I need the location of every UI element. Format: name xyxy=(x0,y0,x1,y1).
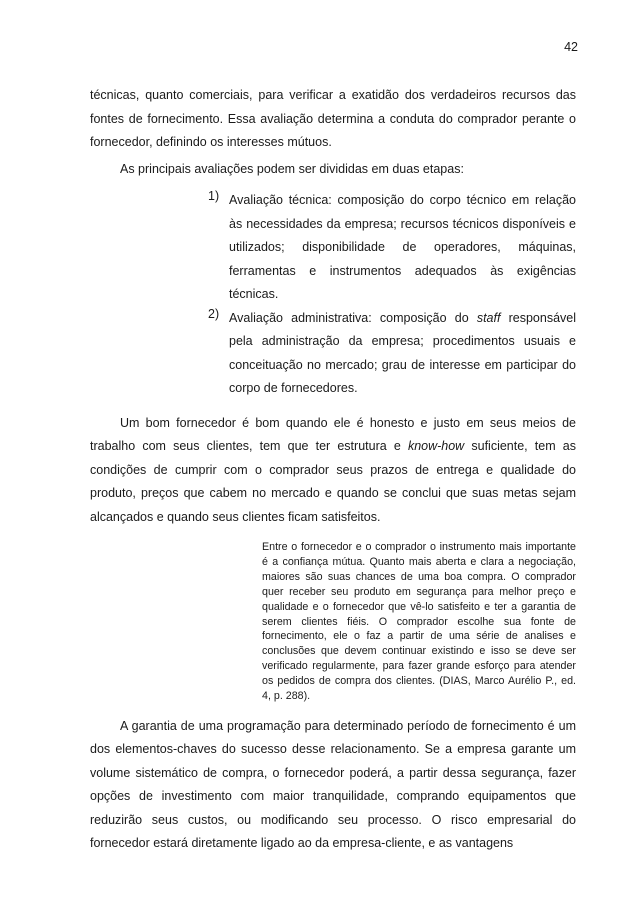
evaluations-list xyxy=(90,189,576,401)
list-item-text-start: Avaliação administrativa: composição do xyxy=(229,310,477,325)
emphasis-staff: staff xyxy=(476,310,501,325)
quote-text: Entre o fornecedor e o comprador o instrumento mais importante é a confiança mútua. Quanto mais aberta e clara a negociação, maiores são suas chances de uma boa compra. O comprador quer receber seu produto em segurança para melhor preço e qualidade e o fornecedor que vê-lo satisfeito e ter a garantia de serem clientes fiéis. O comprador escolhe sua fonte de fornecimento, ele o faz a partir de uma série de analises e conclusões que devem continuar existindo e isso se deve ser verificado regularmente, para fazer grande esforço para atender os pedidos de compra dos clientes. (DIAS, Marco Aurélio P., ed. 4, p. 288). xyxy=(262,541,576,703)
list-item xyxy=(208,307,576,401)
emphasis-know-how: know-how xyxy=(407,439,465,453)
list-item-number: 2) xyxy=(208,306,220,321)
paragraph-text-end: suficiente, tem as condições de cumprir com o comprador seus prazos de entrega e qualidade do produto, preços que cabem no mercado e quando se conclui que suas metas sejam alcançados e quando seus clientes ficam satisfeitos. xyxy=(90,439,576,524)
paragraph-evaluations-intro: As principais avaliações podem ser divididas em duas etapas: xyxy=(120,161,464,176)
paragraph-good-supplier xyxy=(90,412,576,530)
list-item-text-end: responsável pela administração da empresa; procedimentos usuais e conceituação no mercado; grau de interesse em participar do corpo de fornecedores. xyxy=(229,310,576,395)
block-quote xyxy=(262,540,576,704)
list-item-number: 1) xyxy=(208,189,220,203)
paragraph-continuation: técnicas, quanto comerciais, para verificar a exatidão dos verdadeiros recursos das fontes de fornecimento. Essa avaliação determina a conduta do comprador perante o fornecedor, definindo os interesses mútuos. xyxy=(90,88,576,149)
paragraph-text-start: Um bom fornecedor é bom quando ele é honesto e justo em seus meios de trabalho com seus clientes, tem que ter estrutura e xyxy=(90,415,576,453)
list-item-text xyxy=(229,307,576,401)
paragraph-guarantee: A garantia de uma programação para determinado período de fornecimento é um dos elementos-chaves do sucesso desse relacionamento. Se a empresa garante um volume sistemático de compra, o fornecedor poderá, a partir dessa segurança, fazer opções de investimento com maior tranquilidade, comprando equipamentos que reduzirão seus custos, ou modificando seu processo. O risco empresarial do fornecedor estará diretamente ligado ao da empresa-cliente, e as vantagens xyxy=(90,718,576,851)
page-number: 42 xyxy=(564,40,578,54)
page-body xyxy=(90,84,576,856)
list-item xyxy=(208,189,576,307)
list-item-text: Avaliação técnica: composição do corpo técnico em relação às necessidades da empresa; recursos técnicos disponíveis e utilizados; disponibilidade de operadores, máquinas, ferramentas e instrumentos adequados às exigências técnicas. xyxy=(229,193,576,301)
